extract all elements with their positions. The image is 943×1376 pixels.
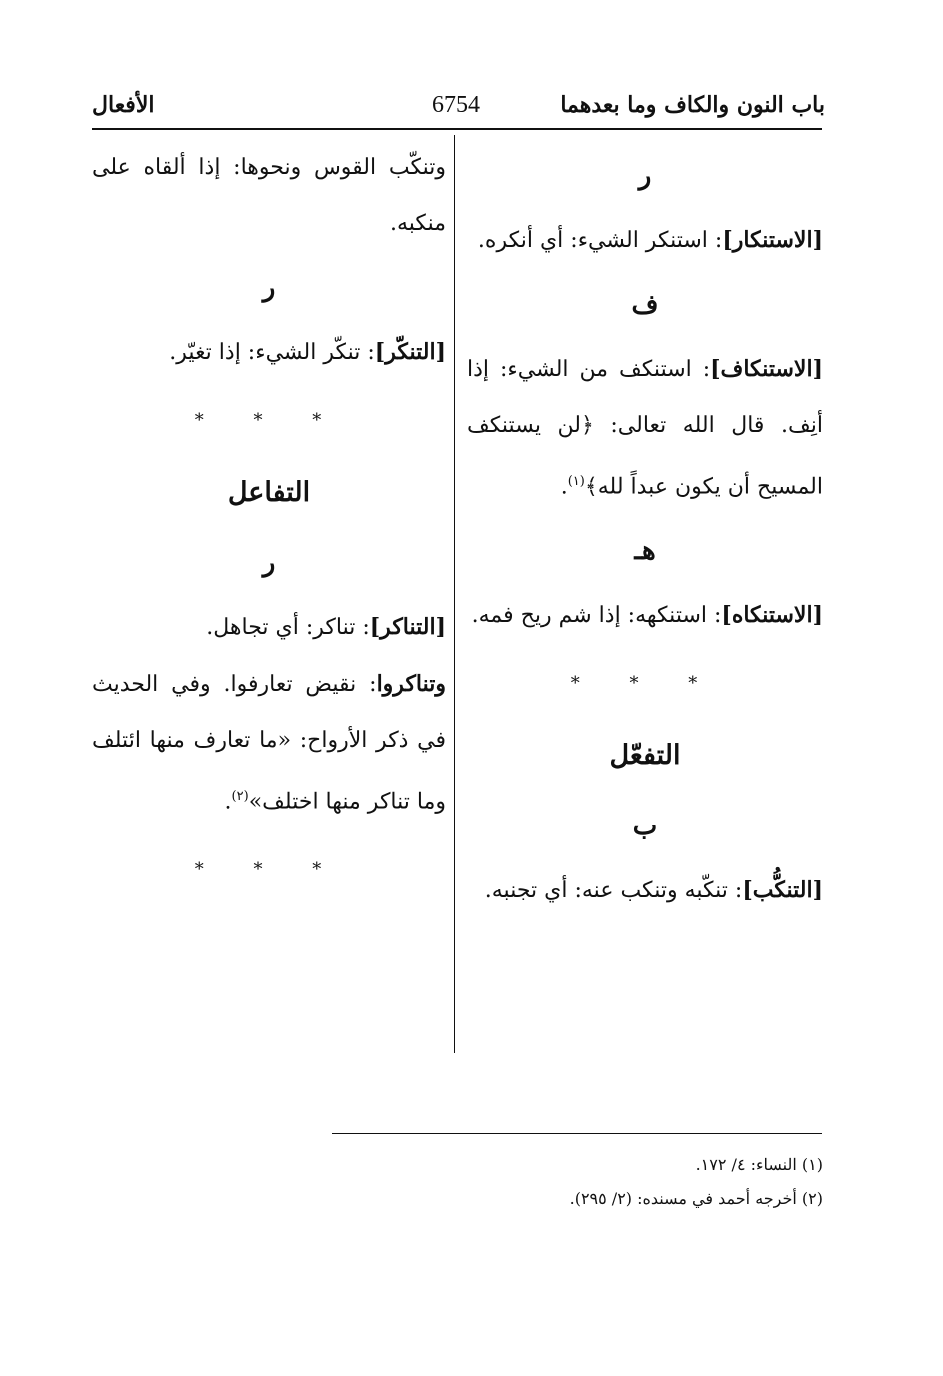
entry-end: . xyxy=(560,474,568,500)
entry-istinkah xyxy=(467,587,823,644)
entry-definition: : استنكهه: إذا شم ريح فمه. xyxy=(471,603,722,629)
root-letter-r: ر xyxy=(638,161,652,191)
section-separator: * * * xyxy=(570,673,720,695)
header-rule xyxy=(92,128,822,130)
root-letter-r: ر xyxy=(262,548,276,578)
entry-istinkar xyxy=(467,212,823,269)
entry-term: [الاستنكار] xyxy=(722,227,823,253)
entry-term: [التناكر] xyxy=(369,614,446,640)
section-separator: * * * xyxy=(194,410,344,431)
section-running-title: الأفعال xyxy=(92,92,155,118)
entry-definition: : تناكر: أي تجاهل. xyxy=(206,615,370,640)
footnote-ref-1: (١) xyxy=(567,474,585,489)
footnote-1: (١) النساء: ٤/ ١٧٢. xyxy=(695,1155,823,1174)
entry-tanakaru xyxy=(92,656,446,830)
footnote-ref-2: (٢) xyxy=(231,789,249,804)
entry-term: [الاستنكاف] xyxy=(710,356,823,382)
footnotes xyxy=(323,1148,823,1216)
entry-term: [التنكُّب] xyxy=(742,877,823,904)
entry-tanakur xyxy=(92,599,446,656)
section-heading-tafaul: التفعّل xyxy=(609,740,681,772)
root-letter-r: ر xyxy=(262,273,276,303)
root-letter-b: ب xyxy=(632,811,658,842)
section-heading-tafaaul: التفاعل xyxy=(227,477,311,508)
entry-definition: : استنكر الشيء: أي أنكره. xyxy=(477,228,723,253)
root-letter-f: ف xyxy=(631,290,659,320)
entry-tanakkur xyxy=(92,324,446,381)
entry-definition: : نقيض تعارفوا. وفي الحديث في ذكر الأرواح: «ما تعارف منها ائتلف وما تناكر منها اختلف» xyxy=(92,672,446,815)
footnote-rule xyxy=(332,1133,822,1134)
section-separator: * * * xyxy=(194,859,344,881)
chapter-title: باب النون والكاف وما بعدهما xyxy=(560,92,825,118)
entry-definition: : تنكّبه وتنكب عنه: أي تجنبه. xyxy=(484,878,743,904)
entry-definition: : استنكف من الشيء: إذا أنِف. قال الله تعالى: ﴿لن يستنكف المسيح أن يكون عبداً لله﴾ xyxy=(467,357,823,500)
right-column xyxy=(467,140,823,919)
entry-end: . xyxy=(224,789,232,815)
entry-term: [التنكّر] xyxy=(374,339,446,365)
entry-istinkaf xyxy=(467,341,823,515)
page-number: 6754 xyxy=(432,92,480,118)
entry-definition: : تنكّر الشيء: إذا تغيّر. xyxy=(169,340,375,365)
footnote-2: (٢) أخرجه أحمد في مسنده: (٢/ ٢٩٥). xyxy=(569,1189,823,1208)
column-divider xyxy=(454,135,455,1053)
root-letter-h: هـ xyxy=(634,536,656,567)
left-column xyxy=(92,140,446,910)
entry-term: [الاستنكاه] xyxy=(721,602,823,629)
entry-tanakkub-continued: وتنكّب القوس ونحوها: إذا ألقاه على منكبه. xyxy=(92,155,446,236)
entry-tanakkub xyxy=(467,862,823,919)
entry-term: وتناكروا xyxy=(376,671,446,697)
